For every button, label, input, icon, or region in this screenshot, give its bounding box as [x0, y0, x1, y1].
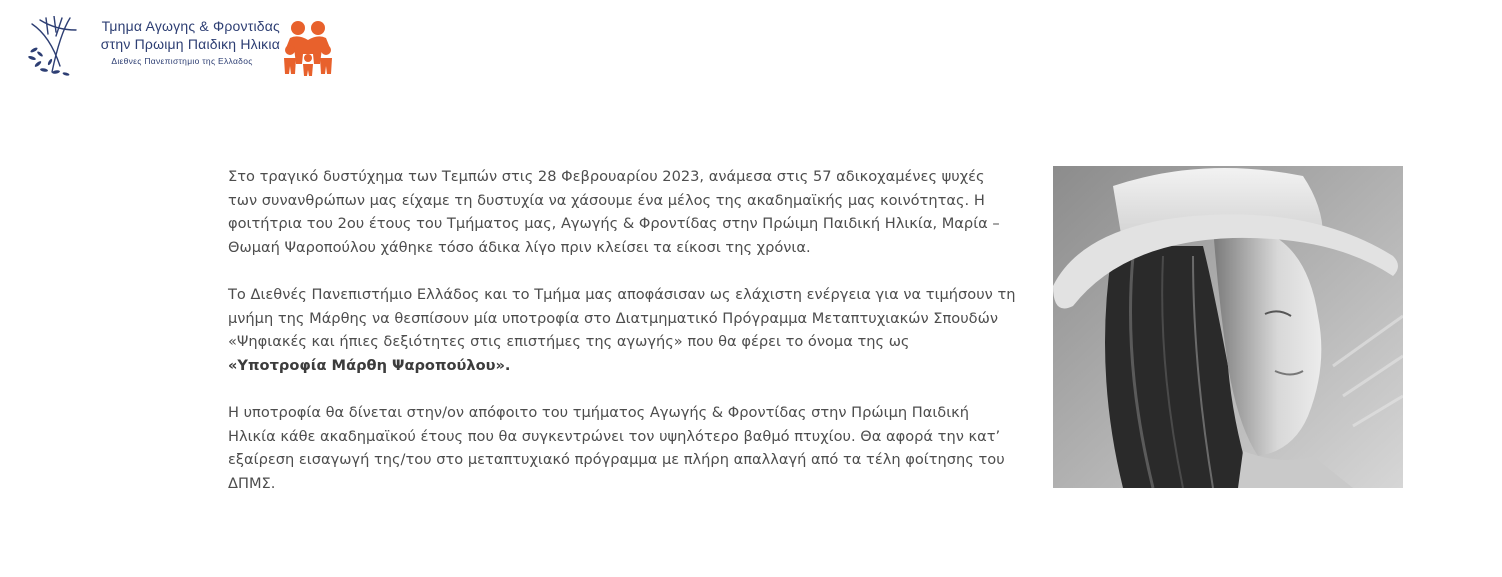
- family-icon: [280, 18, 336, 76]
- paragraph-scholarship-terms: Η υποτροφία θα δίνεται στην/ον απόφοιτο του τμήματος Αγωγής & Φροντίδας στην Πρώιμη Παιδική Ηλικία κάθε ακαδημαϊκού έτους που θα συγκεντρώνει τον υψηλότερο βαθμό πτυχίου. Θα αφορά την κατ’ εξαίρεση εισαγωγή της/του στο μεταπτυχιακό πρόγραμμα με πλήρη απαλλαγή από τα τέλη φοίτησης του ΔΠΜΣ.: [228, 404, 1005, 492]
- paragraph-tragedy: Στο τραγικό δυστύχημα των Τεμπών στις 28 Φεβρουαρίου 2023, ανάμεσα στις 57 αδικοχαμένες ψυχές των συνανθρώπων μας είχαμε τη δυστυχία να χάσουμε ένα μέλος της ακαδημαϊκής μας κοινότητας. Η φοιτήτρια του 2ου έτους του Τμήματος μας, Αγωγής & Φροντίδας στην Πρώιμη Παιδική Ηλικία, Μαρία – Θωμαή Ψαροπούλου χάθηκε τόσο άδικα λίγο πριν κλείσει τα είκοσι της χρόνια.: [228, 168, 1000, 256]
- university-name: Διεθνες Πανεπιστημιο της Ελλαδος: [111, 56, 253, 66]
- scholarship-name: «Υποτροφία Μάρθη Ψαροπούλου».: [228, 356, 511, 374]
- paragraph-scholarship-text: Το Διεθνές Πανεπιστήμιο Ελλάδος και το Τμήμα μας αποφάσισαν ως ελάχιστη ενέργεια για να τιμήσουν τη μνήμη της Μάρθης να θεσπίσουν μία υποτροφία στο Διατμηματικό Πρόγραμμα Μεταπτυχιακών Σπουδών «Ψηφιακές και ήπιες δεξιότητες στις επιστήμες της αγωγής» που θα φέρει το όνομα της ως: [228, 286, 1016, 350]
- portrait-photo: [1053, 166, 1403, 488]
- department-logo[interactable]: [26, 14, 346, 78]
- article-body: [228, 165, 1018, 519]
- olive-branch-icon: [26, 16, 80, 76]
- department-name-line2: στην Πρωιμη Παιδικη Ηλικια: [100, 36, 280, 52]
- department-name-line1: Τμημα Αγωγης & Φροντιδας: [101, 18, 280, 34]
- paragraph-scholarship-founding: [228, 283, 1018, 377]
- portrait-image: [1053, 166, 1403, 488]
- department-name: [84, 18, 280, 67]
